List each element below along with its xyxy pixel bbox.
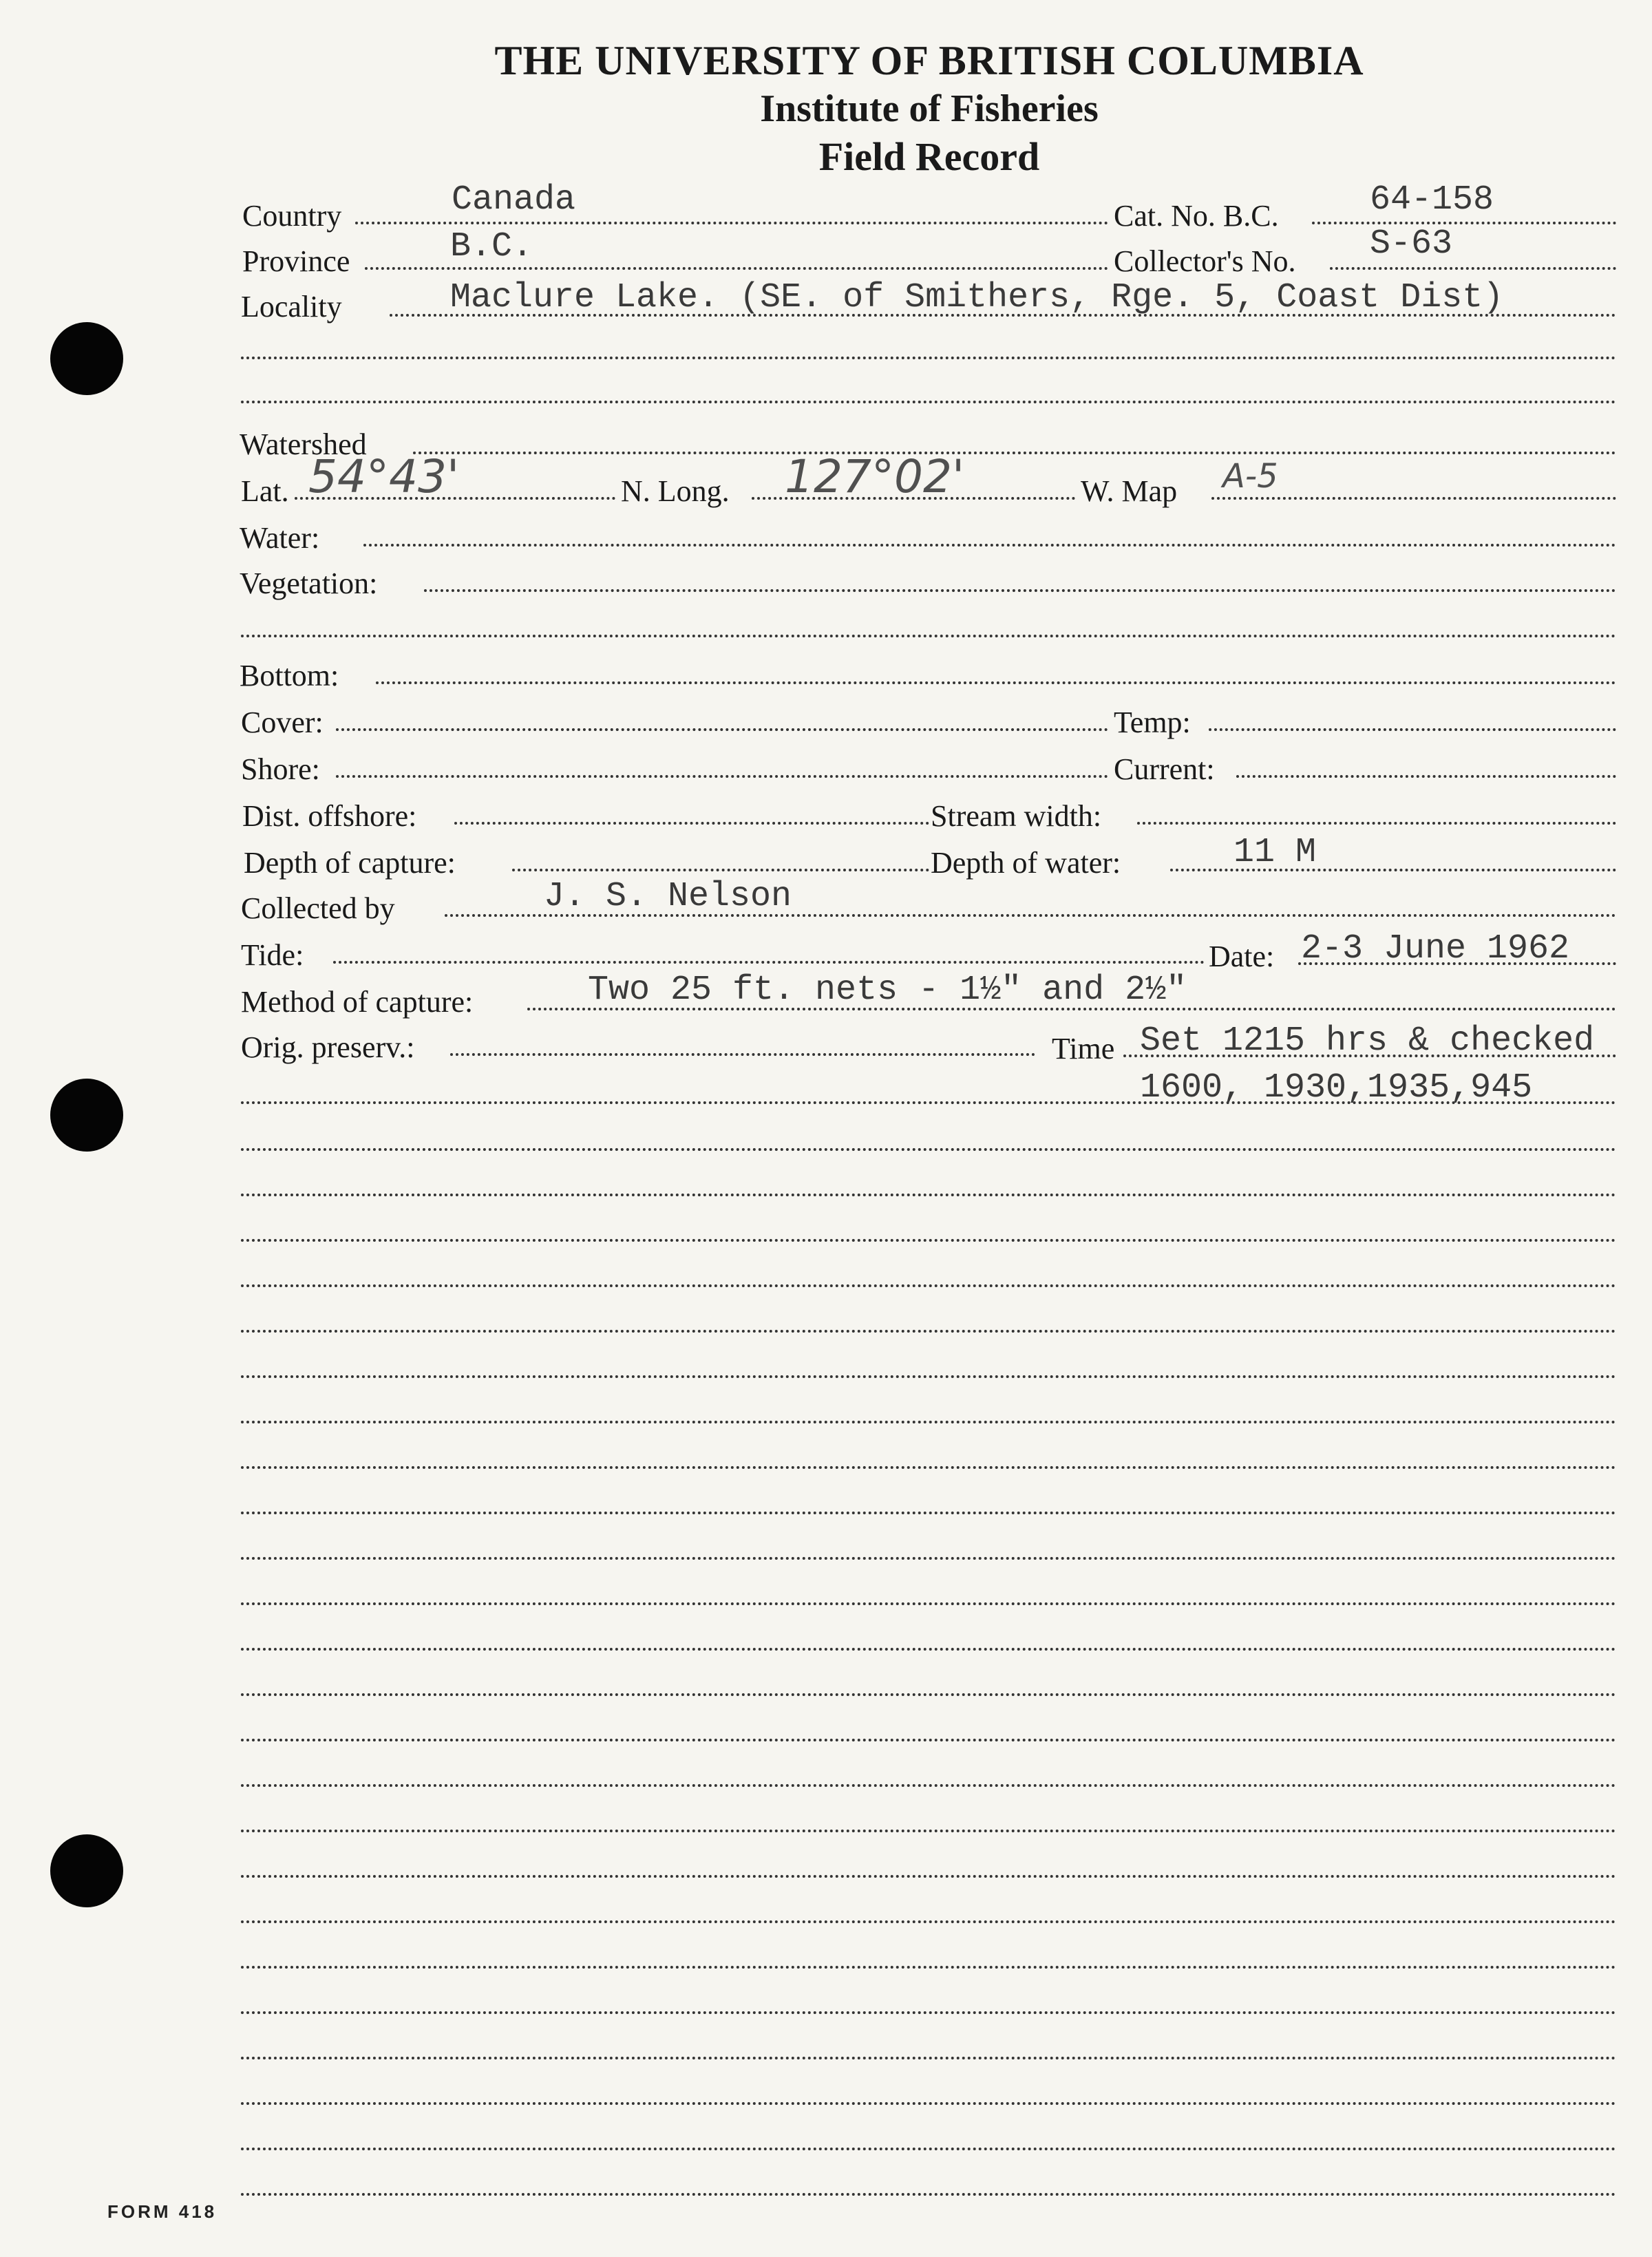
temp-line xyxy=(1209,728,1616,731)
blank-ruled-line xyxy=(241,1693,1616,1696)
time-label: Time xyxy=(1052,1032,1115,1066)
cat-no-value: 64-158 xyxy=(1370,180,1494,220)
water-line xyxy=(363,544,1616,547)
vegetation-label: Vegetation: xyxy=(240,566,378,600)
blank-ruled-line xyxy=(241,1512,1616,1514)
collectors-no-label: Collector's No. xyxy=(1114,244,1296,278)
province-value: B.C. xyxy=(450,227,533,266)
department-heading: Institute of Fisheries xyxy=(760,87,1099,130)
current-label: Current: xyxy=(1114,752,1215,786)
country-label: Country xyxy=(242,199,342,233)
blank-ruled-line xyxy=(241,1602,1616,1605)
punch-hole-top xyxy=(50,322,123,395)
province-line xyxy=(365,267,1108,270)
blank-ruled-line xyxy=(241,2102,1616,2105)
blank-ruled-line xyxy=(241,1148,1616,1151)
time-value-line-1: Set 1215 hrs & checked xyxy=(1140,1021,1595,1061)
watershed-label: Watershed xyxy=(240,427,367,461)
form-title: Field Record xyxy=(818,134,1040,179)
map-line xyxy=(1211,497,1616,500)
blank-ruled-line xyxy=(241,1239,1616,1242)
cat-no-label: Cat. No. B.C. xyxy=(1114,199,1279,233)
stream-width-label: Stream width: xyxy=(931,799,1102,833)
bottom-label: Bottom: xyxy=(240,659,339,692)
locality-extra-line-1 xyxy=(241,357,1616,359)
blank-ruled-line xyxy=(241,2193,1616,2196)
dist-offshore-label: Dist. offshore: xyxy=(242,799,417,833)
orig-preserv-line xyxy=(450,1053,1035,1056)
blank-ruled-line xyxy=(241,1875,1616,1878)
blank-ruled-line xyxy=(241,1830,1616,1832)
orig-preserv-label: Orig. preserv.: xyxy=(241,1030,415,1064)
stream-width-line xyxy=(1137,822,1616,825)
cover-line xyxy=(336,728,1108,731)
punch-hole-middle xyxy=(50,1079,123,1152)
blank-ruled-line xyxy=(241,1375,1616,1378)
tide-line xyxy=(333,961,1205,964)
blank-ruled-line xyxy=(241,1739,1616,1741)
bottom-line xyxy=(376,681,1616,684)
date-value: 2-3 June 1962 xyxy=(1301,929,1570,968)
blank-ruled-line xyxy=(241,1966,1616,1969)
depth-of-water-label: Depth of water: xyxy=(931,846,1121,880)
vegetation-line xyxy=(424,589,1616,592)
blank-ruled-line xyxy=(241,1284,1616,1287)
blank-ruled-line xyxy=(241,1421,1616,1423)
depth-of-capture-line xyxy=(512,869,929,871)
collected-by-label: Collected by xyxy=(241,891,395,925)
vegetation-extra-line xyxy=(241,635,1616,637)
water-label: Water: xyxy=(240,521,320,555)
locality-extra-line-2 xyxy=(241,401,1616,403)
tide-label: Tide: xyxy=(241,938,304,972)
method-of-capture-value: Two 25 ft. nets - 1½" and 2½" xyxy=(588,971,1187,1010)
lat-label: Lat. xyxy=(241,474,289,508)
blank-ruled-line xyxy=(241,1784,1616,1787)
province-label: Province xyxy=(242,244,350,278)
date-label: Date: xyxy=(1209,940,1275,973)
blank-ruled-line xyxy=(241,1557,1616,1560)
collected-by-value: J. S. Nelson xyxy=(544,877,792,916)
blank-ruled-line xyxy=(241,1648,1616,1651)
punch-hole-bottom xyxy=(50,1834,123,1907)
locality-label: Locality xyxy=(241,290,342,324)
depth-of-capture-label: Depth of capture: xyxy=(244,846,456,880)
long-value: 127°02' xyxy=(785,450,965,503)
blank-ruled-line xyxy=(241,2148,1616,2150)
blank-ruled-line xyxy=(241,1194,1616,1196)
cat-no-line xyxy=(1312,222,1616,224)
n-long-label: N. Long. xyxy=(621,474,730,508)
current-line xyxy=(1236,775,1616,778)
locality-value: Maclure Lake. (SE. of Smithers, Rge. 5, Coast Dist) xyxy=(450,278,1504,317)
shore-label: Shore: xyxy=(241,752,320,786)
map-value: A-5 xyxy=(1222,457,1278,496)
country-value: Canada xyxy=(452,180,576,220)
institution-heading: THE UNIVERSITY OF BRITISH COLUMBIA xyxy=(494,38,1364,83)
collectors-no-value: S-63 xyxy=(1370,224,1453,264)
lat-value: 54°43' xyxy=(308,450,460,503)
method-of-capture-label: Method of capture: xyxy=(241,985,474,1019)
blank-ruled-line xyxy=(241,2057,1616,2059)
temp-label: Temp: xyxy=(1114,706,1191,739)
blank-ruled-line xyxy=(241,1920,1616,1923)
time-value-line-2: 1600, 1930,1935,945 xyxy=(1140,1068,1533,1108)
collectors-no-line xyxy=(1330,267,1616,270)
cover-label: Cover: xyxy=(241,706,324,739)
watershed-line xyxy=(413,452,1616,454)
country-line xyxy=(355,222,1108,224)
blank-ruled-line xyxy=(241,1330,1616,1333)
blank-ruled-line xyxy=(241,2011,1616,2014)
depth-of-water-value: 11 M xyxy=(1233,833,1317,872)
w-map-label: W. Map xyxy=(1081,474,1178,508)
dist-offshore-line xyxy=(454,822,929,825)
form-number: FORM 418 xyxy=(107,2201,218,2222)
shore-line xyxy=(336,775,1108,778)
blank-ruled-line xyxy=(241,1466,1616,1469)
